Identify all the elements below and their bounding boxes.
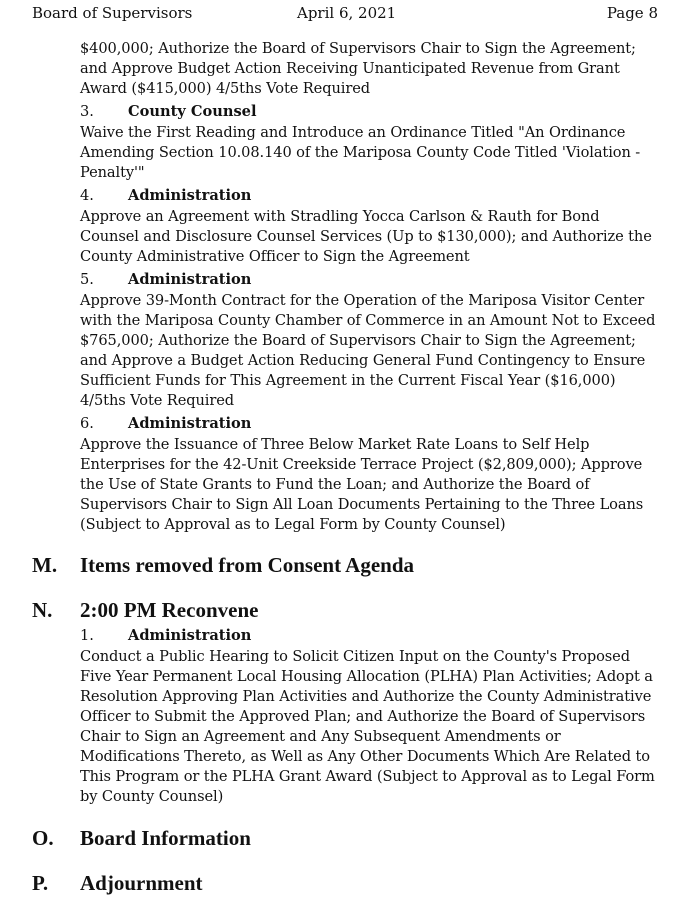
section-title: 2:00 PM Reconvene <box>80 598 259 622</box>
item-description: Waive the First Reading and Introduce an Ordinance Titled "An Ordinance Amending Section 10.08.140 of the Mariposa County Code Titled 'Violation - Penalty'" <box>80 124 641 181</box>
section-letter: N. <box>32 598 53 622</box>
continued-item-text: $400,000; Authorize the Board of Supervisors Chair to Sign the Agreement; and Approve Budget Action Receiving Unanticipated Revenue from Grant Award ($415,000) 4/5ths Vote Required <box>80 40 636 97</box>
section-heading-o <box>32 826 660 850</box>
section-heading-p <box>32 871 660 895</box>
item-number: 5. <box>80 271 94 288</box>
item-department: County Counsel <box>128 103 257 120</box>
header-date: April 6, 2021 <box>297 4 397 22</box>
page-header <box>32 4 658 24</box>
agenda-content <box>32 39 660 895</box>
consent-item-header <box>80 102 660 122</box>
item-department: Administration <box>128 627 252 644</box>
item-department: Administration <box>128 415 252 432</box>
consent-item-header <box>80 186 660 206</box>
section-letter: O. <box>32 826 54 850</box>
section-heading-n <box>32 598 660 622</box>
reconvene-item-header <box>80 626 660 646</box>
section-letter: M. <box>32 553 58 577</box>
item-description: Approve 39-Month Contract for the Operation of the Mariposa Visitor Center with the Mariposa County Chamber of Commerce in an Amount Not to Exceed $765,000; Authorize the Board of Supervisors Chair to Sign the Agreement; and Approve a Budget Action Reducing General Fund Contingency to Ensure Sufficient Funds for This Agreement in the Current Fiscal Year ($16,000) 4/5ths Vote Required <box>80 292 656 409</box>
section-title: Items removed from Consent Agenda <box>80 553 415 577</box>
item-department: Administration <box>128 187 252 204</box>
consent-item-header <box>80 414 660 434</box>
consent-item-header <box>80 270 660 290</box>
section-letter: P. <box>32 871 49 895</box>
item-description: Approve an Agreement with Stradling Yocca Carlson & Rauth for Bond Counsel and Disclosure Counsel Services (Up to $130,000); and Authorize the County Administrative Officer to Sign the Agreement <box>80 208 652 265</box>
header-page-number: Page 8 <box>606 4 658 22</box>
item-number: 1. <box>80 627 94 644</box>
header-board-name: Board of Supervisors <box>32 4 193 22</box>
item-description: Approve the Issuance of Three Below Market Rate Loans to Self Help Enterprises for the 42-Unit Creekside Terrace Project ($2,809,000); Approve the Use of State Grants to Fund the Loan; and Authorize the Board of Supervisors Chair to Sign All Loan Documents Pertaining to the Three Loans (Subject to Approval as to Legal Form by County Counsel) <box>80 436 644 533</box>
item-number: 4. <box>80 187 94 204</box>
item-department: Administration <box>128 271 252 288</box>
item-number: 3. <box>80 103 94 120</box>
section-heading-m <box>32 553 660 577</box>
item-description: Conduct a Public Hearing to Solicit Citizen Input on the County's Proposed Five Year Permanent Local Housing Allocation (PLHA) Plan Activities; Adopt a Resolution Approving Plan Activities and Authorize the County Administrative Officer to Submit the Approved Plan; and Authorize the Board of Supervisors Chair to Sign an Agreement and Any Subsequent Amendments or Modifications Thereto, as Well as Any Other Documents Which Are Related to This Program or the PLHA Grant Award (Subject to Approval as to Legal Form by County Counsel) <box>80 648 655 805</box>
section-title: Board Information <box>80 826 251 850</box>
section-title: Adjournment <box>80 871 203 895</box>
item-number: 6. <box>80 415 94 432</box>
